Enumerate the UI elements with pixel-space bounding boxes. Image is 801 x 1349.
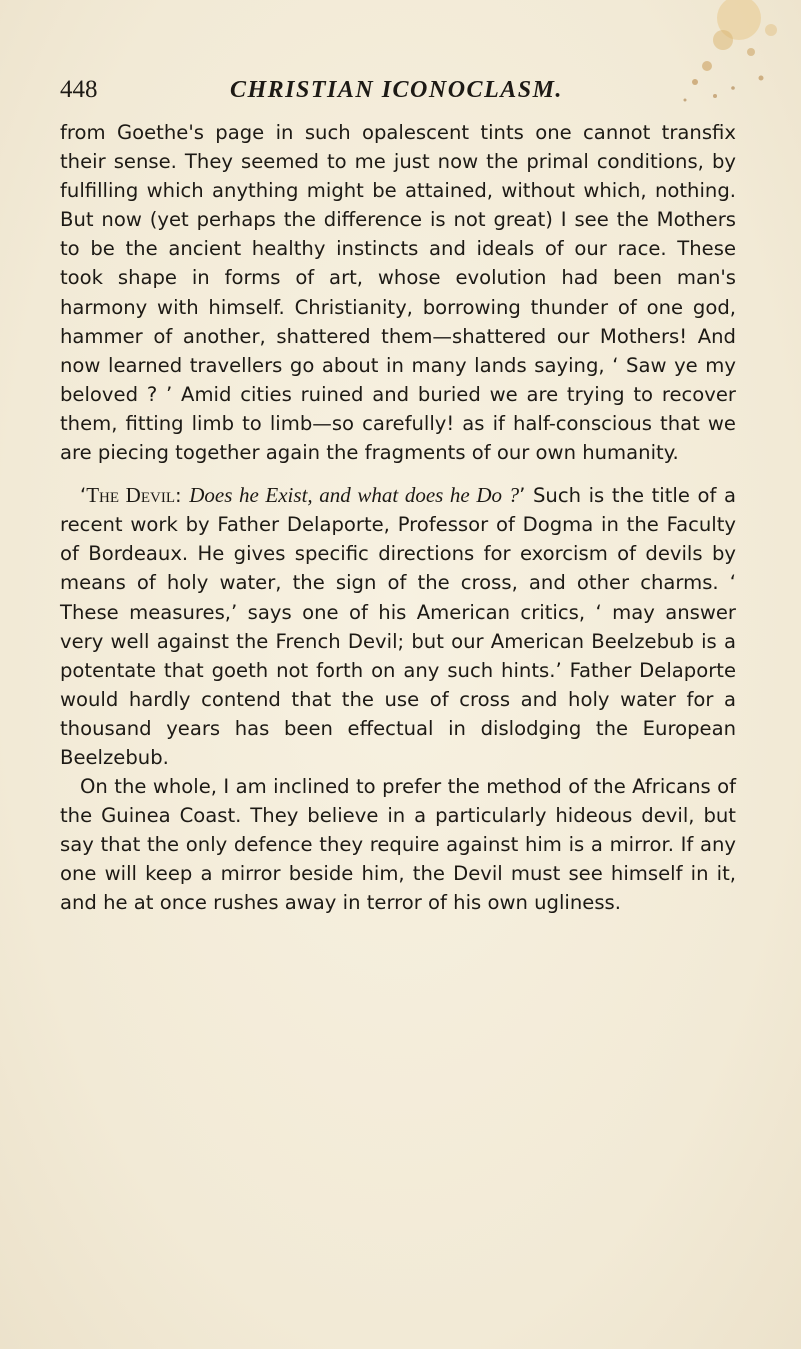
paragraph-devil-text: Such is the title of a recent work by Father Delaporte, Professor of Dogma in the Faculty of Bordeaux. He gives specific directions for exorcism of devils by means of holy water, the sign of the cross, and other charms. ‘ These measures,’ says one of his American critics, ‘ may answer very well against the French Devil; but our American Beelzebub is a potentate that goeth not forth on any such hints.’ Father Delaporte would hardly contend that the use of cross and holy water for a thousand years has been effectual in dislodging the European Beelzebub. [60, 484, 736, 769]
opening-quote: ‘ [80, 484, 87, 508]
paragraph-mothers: from Goethe's page in such opalescent tints one cannot transfix their sense. They seemed to me just now the primal conditions, by fulfilling which anything might be attained, without which, nothing. But now (yet perhaps the difference is not great) I see the Mothers to be the ancient healthy instincts and ideals of our race. These took shape in forms of art, whose evolution had been man's harmony with himself. Christianity, borrowing thunder of one god, hammer of another, shattered them—shattered our Mothers! And now learned travellers go about in many lands saying, ‘ Saw ye my beloved ? ’ Amid cities ruined and buried we are trying to recover them, fitting limb to limb—so carefully! as if half-conscious that we are piecing together again the fragments of our own humanity. [60, 121, 736, 465]
paragraph-devil [60, 481, 736, 772]
running-title: CHRISTIAN ICONOCLASM. [230, 77, 563, 103]
running-header [60, 72, 740, 112]
closing-quote: ’ [519, 484, 526, 508]
book-title-lead: The Devil [86, 483, 175, 508]
title-colon: : [175, 484, 190, 508]
paragraph-guinea-coast: On the whole, I am inclined to prefer the method of the Africans of the Guinea Coast. They believe in a particularly hideous devil, but say that the only defence they require against him is a mirror. If any one will keep a mirror beside him, the Devil must see himself in it, and he at once rushes away in terror of his own ugliness. [60, 775, 736, 915]
page-number: 448 [60, 76, 98, 103]
book-title-italic: Does he Exist, and what does he Do ? [189, 483, 520, 508]
body-text [60, 118, 736, 918]
